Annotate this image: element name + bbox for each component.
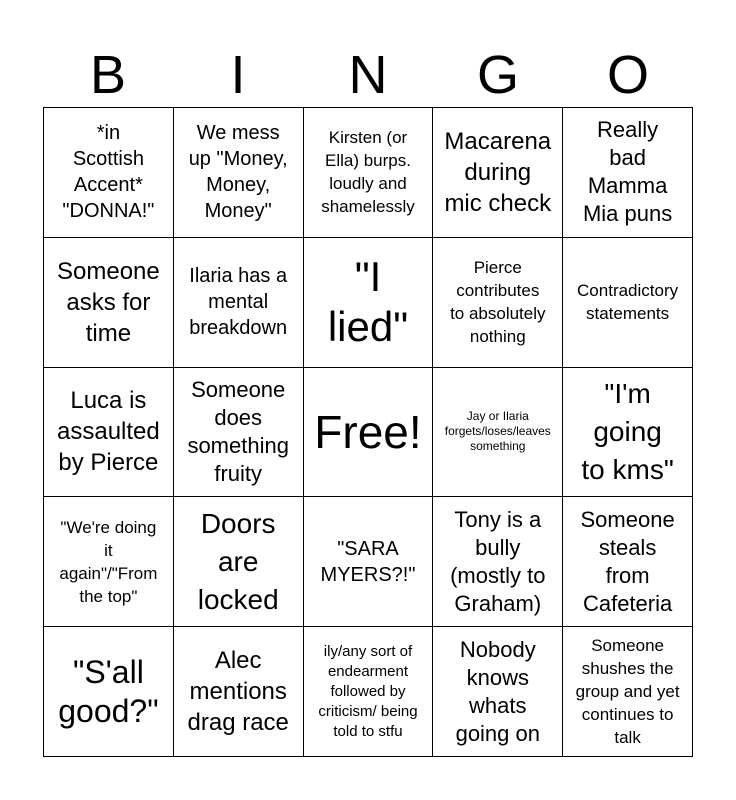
bingo-cell-r3c1[interactable] bbox=[44, 368, 174, 498]
cell-text: Pierce contributes to absolutely nothing bbox=[450, 258, 546, 347]
bingo-cell-r4c5[interactable] bbox=[563, 497, 693, 627]
cell-text: "We're doing it again"/"From the top" bbox=[59, 517, 158, 606]
cell-text: We mess up "Money, Money, Money" bbox=[188, 122, 288, 223]
bingo-header bbox=[43, 42, 693, 108]
cell-text: "I'm going to kms" bbox=[581, 377, 674, 485]
bingo-cell-r1c5[interactable] bbox=[563, 108, 693, 238]
cell-text: Someone asks for time bbox=[57, 257, 160, 347]
bingo-cell-r1c2[interactable] bbox=[174, 108, 304, 238]
bingo-cell-r5c4[interactable] bbox=[433, 627, 563, 757]
bingo-cell-r2c4[interactable] bbox=[433, 238, 563, 368]
header-letter-b: B bbox=[89, 45, 127, 105]
bingo-cell-r3c5[interactable] bbox=[563, 368, 693, 498]
cell-text: "I lied" bbox=[327, 253, 409, 351]
cell-text: *in Scottish Accent* "DONNA!" bbox=[62, 122, 155, 223]
header-letter-g: G bbox=[476, 45, 519, 105]
bingo-cell-r3c2[interactable] bbox=[174, 368, 304, 498]
bingo-cell-r2c2[interactable] bbox=[174, 238, 304, 368]
bingo-cell-r1c3[interactable] bbox=[304, 108, 434, 238]
bingo-cell-r4c4[interactable] bbox=[433, 497, 563, 627]
bingo-cell-r2c3[interactable] bbox=[304, 238, 434, 368]
header-letter-i: I bbox=[230, 45, 246, 105]
bingo-cell-r1c1[interactable] bbox=[44, 108, 174, 238]
bingo-grid bbox=[43, 107, 693, 757]
cell-text: Ilaria has a mental breakdown bbox=[189, 265, 288, 340]
bingo-cell-r4c2[interactable] bbox=[174, 497, 304, 627]
bingo-cell-r1c4[interactable] bbox=[433, 108, 563, 238]
header-letter-n: N bbox=[348, 45, 388, 105]
cell-text: "S'all good?" bbox=[58, 653, 159, 729]
free-space-cell[interactable] bbox=[304, 368, 434, 498]
cell-text: Nobody knows whats going on bbox=[455, 636, 540, 746]
cell-text: Macarena during mic check bbox=[444, 127, 552, 217]
bingo-cell-r3c4[interactable] bbox=[433, 368, 563, 498]
cell-text: Alec mentions drag race bbox=[187, 647, 289, 737]
cell-text: Someone steals from Cafeteria bbox=[580, 506, 675, 616]
bingo-cell-r5c3[interactable] bbox=[304, 627, 434, 757]
cell-text: Kirsten (or Ella) burps. loudly and shamelessly bbox=[321, 128, 415, 217]
free-space-text: Free! bbox=[314, 405, 422, 458]
bingo-cell-r2c5[interactable] bbox=[563, 238, 693, 368]
bingo-cell-r4c1[interactable] bbox=[44, 497, 174, 627]
cell-text: Someone shushes the group and yet continues to talk bbox=[575, 636, 680, 748]
cell-text: Luca is assaulted by Pierce bbox=[57, 387, 160, 477]
bingo-cell-r4c3[interactable] bbox=[304, 497, 434, 627]
cell-text: Someone does something fruity bbox=[187, 376, 289, 486]
cell-text: ily/any sort of endearment followed by criticism/ being told to stfu bbox=[318, 642, 418, 740]
bingo-cell-r5c2[interactable] bbox=[174, 627, 304, 757]
cell-text: Doors are locked bbox=[197, 507, 279, 615]
cell-text: Tony is a bully (mostly to Graham) bbox=[450, 506, 546, 616]
cell-text: Really bad Mamma Mia puns bbox=[582, 117, 673, 227]
bingo-cell-r2c1[interactable] bbox=[44, 238, 174, 368]
bingo-cell-r5c5[interactable] bbox=[563, 627, 693, 757]
bingo-cell-r5c1[interactable] bbox=[44, 627, 174, 757]
header-letter-o: O bbox=[606, 45, 649, 105]
cell-text: Jay or Ilaria forgets/loses/leaves something bbox=[444, 409, 551, 454]
cell-text: "SARA MYERS?!" bbox=[320, 537, 416, 586]
cell-text: Contradictory statements bbox=[577, 281, 679, 324]
